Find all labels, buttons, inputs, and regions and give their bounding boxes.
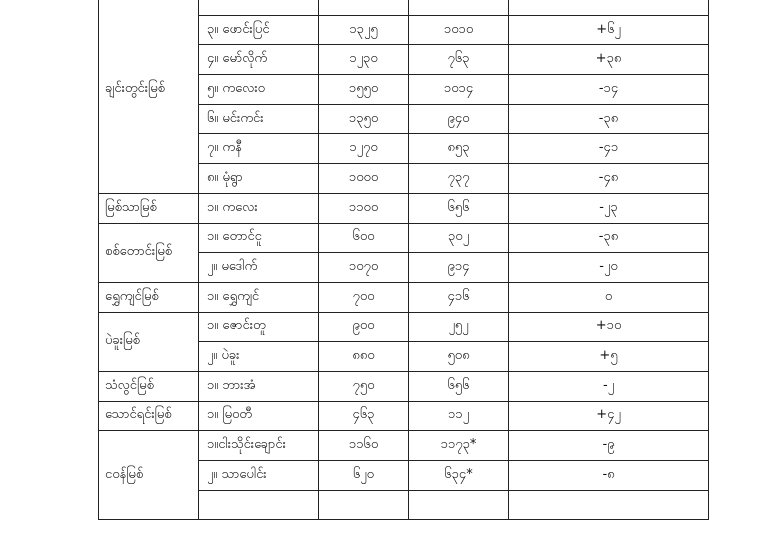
difference-cell: -၂: [509, 371, 709, 401]
difference-cell: -၁၄: [509, 75, 709, 105]
value2-cell: [409, 490, 509, 520]
data-table: [98, 0, 708, 520]
table-row: [99, 401, 709, 431]
station-cell: ၈။ မုံရွာ: [199, 164, 319, 194]
table-row: [99, 371, 709, 401]
value2-cell: ၁၀၁၀: [409, 15, 509, 45]
value2-cell: ၆၅၆: [409, 193, 509, 223]
value2-cell: ၁၁၇၃*: [409, 431, 509, 461]
station-cell: ၂။ မဒေါက်: [199, 253, 319, 283]
station-cell: [199, 490, 319, 520]
station-cell: ၁။ ဇောင်းတူ: [199, 312, 319, 342]
value1-cell: ၁၀၀၀: [319, 164, 409, 194]
value1-cell: ၆၂၀: [319, 461, 409, 491]
table-row: [99, 223, 709, 253]
basin-cell: စစ်တောင်းမြစ်: [99, 223, 199, 282]
table-row: [99, 282, 709, 312]
value1-cell: ၈၈၀: [319, 342, 409, 372]
value1-cell: ၁၃၅၀: [319, 104, 409, 134]
value1-cell: ၁၀၇၀: [319, 253, 409, 283]
basin-cell: မြစ်သာမြစ်: [99, 193, 199, 223]
station-cell: ၁။ ဘားအံ: [199, 371, 319, 401]
station-cell: ၅။ ကလေးဝ: [199, 75, 319, 105]
station-cell: ၃။ ဖောင်းပြင်: [199, 15, 319, 45]
station-cell: ၁။ တောင်ငူ: [199, 223, 319, 253]
basin-cell: သံလွင်မြစ်: [99, 371, 199, 401]
difference-cell: -၈: [509, 461, 709, 491]
value1-cell: [319, 0, 409, 15]
table-row: [99, 431, 709, 461]
station-cell: ၁။ မြဝတီ: [199, 401, 319, 431]
value2-cell: ၇၃၇: [409, 164, 509, 194]
value1-cell: ၇၀၀: [319, 282, 409, 312]
basin-label: ချင်းတွင်းမြစ်: [105, 80, 165, 96]
station-cell: ၂။ သာပေါင်း: [199, 461, 319, 491]
value2-cell: ၉၄၀: [409, 104, 509, 134]
value2-cell: [409, 0, 509, 15]
difference-cell: -၉: [509, 431, 709, 461]
value1-cell: ၁၂၃၀: [319, 45, 409, 75]
difference-cell: +၅: [509, 342, 709, 372]
difference-cell: -၃၈: [509, 223, 709, 253]
value1-cell: [319, 490, 409, 520]
difference-cell: [509, 490, 709, 520]
difference-cell: +၆၂: [509, 15, 709, 45]
station-cell: ၁။ ကလေး: [199, 193, 319, 223]
difference-cell: +၃၈: [509, 45, 709, 75]
basin-cell: သောင်ရင်းမြစ်: [99, 401, 199, 431]
station-cell: [199, 0, 319, 15]
value1-cell: ၇၅၀: [319, 371, 409, 401]
basin-cell: ပဲခူးမြစ်: [99, 312, 199, 371]
table-row: [99, 193, 709, 223]
table-row: [99, 312, 709, 342]
difference-cell: +၁၀: [509, 312, 709, 342]
value1-cell: ၆၀၀: [319, 223, 409, 253]
difference-cell: -၄၁: [509, 134, 709, 164]
difference-cell: -၄၈: [509, 164, 709, 194]
difference-cell: +၄၂: [509, 401, 709, 431]
value2-cell: ၃၀၂: [409, 223, 509, 253]
difference-cell: -၂၀: [509, 253, 709, 283]
value2-cell: ၁၀၁၄: [409, 75, 509, 105]
value1-cell: ၉၀၀: [319, 312, 409, 342]
station-cell: ၄။ မော်လိုက်: [199, 45, 319, 75]
value2-cell: ၆၃၄*: [409, 461, 509, 491]
value2-cell: ၈၅၃: [409, 134, 509, 164]
difference-cell: [509, 0, 709, 15]
difference-cell: -၃၈: [509, 104, 709, 134]
value2-cell: ၉၁၄: [409, 253, 509, 283]
difference-cell: ၀: [509, 282, 709, 312]
value1-cell: ၄၆၃: [319, 401, 409, 431]
value2-cell: ၄၁၆: [409, 282, 509, 312]
value1-cell: ၁၁၆၀: [319, 431, 409, 461]
value2-cell: ၂၅၂: [409, 312, 509, 342]
basin-cell: [99, 0, 199, 193]
table-row: [99, 0, 709, 15]
station-cell: ၇။ ကနီ: [199, 134, 319, 164]
value1-cell: ၁၂၇၀: [319, 134, 409, 164]
value2-cell: ၇၆၃: [409, 45, 509, 75]
station-cell: ၁။ငါးသိုင်းချောင်း: [199, 431, 319, 461]
station-cell: ၆။ မင်းကင်း: [199, 104, 319, 134]
value1-cell: ၁၃၂၅: [319, 15, 409, 45]
value2-cell: ၁၁၂: [409, 401, 509, 431]
difference-cell: -၂၃: [509, 193, 709, 223]
basin-cell: ရွှေကျင်မြစ်: [99, 282, 199, 312]
station-cell: ၁။ ရွှေကျင်: [199, 282, 319, 312]
value1-cell: ၁၅၅၀: [319, 75, 409, 105]
value2-cell: ၆၅၆: [409, 371, 509, 401]
value1-cell: ၁၁၀၀: [319, 193, 409, 223]
station-cell: ၂။ ပဲခူး: [199, 342, 319, 372]
value2-cell: ၅၀၈: [409, 342, 509, 372]
basin-cell: ငဝန်မြစ်: [99, 431, 199, 520]
